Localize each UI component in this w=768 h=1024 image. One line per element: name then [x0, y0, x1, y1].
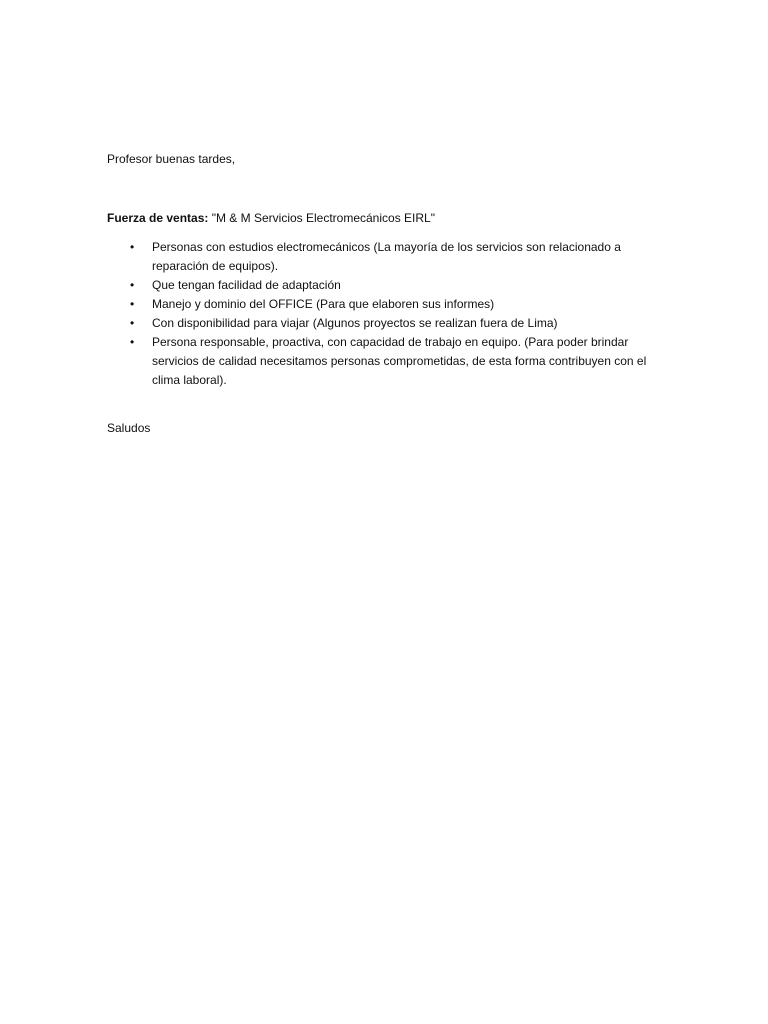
heading-label: Fuerza de ventas: [107, 211, 209, 225]
list-item-text: Que tengan facilidad de adaptación [152, 278, 341, 292]
list-item-text: Persona responsable, proactiva, con capacidad de trabajo en equipo. (Para poder brindar servicios de calidad necesitamos personas comprometidas, de esta forma contribuyen con el clima laboral). [152, 335, 647, 387]
sales-force-heading [107, 209, 667, 228]
list-item [107, 276, 667, 295]
heading-company: "M & M Servicios Electromecánicos EIRL" [211, 211, 435, 225]
list-item [107, 314, 667, 333]
closing-text: Saludos [107, 421, 151, 435]
bullet-icon: • [130, 316, 135, 330]
list-item [107, 333, 667, 390]
greeting-text: Profesor buenas tardes, [107, 152, 236, 166]
list-item-text: Manejo y dominio del OFFICE (Para que elaboren sus informes) [152, 297, 495, 311]
bullet-icon: • [130, 240, 135, 254]
bullet-icon: • [130, 297, 135, 311]
list-item [107, 238, 667, 276]
bullet-icon: • [130, 335, 135, 349]
document-body [107, 150, 667, 438]
list-item-text: Con disponibilidad para viajar (Algunos proyectos se realizan fuera de Lima) [152, 316, 558, 330]
requirements-list [107, 238, 667, 390]
list-item-text: Personas con estudios electromecánicos (La mayoría de los servicios son relacionado a reparación de equipos). [152, 240, 621, 273]
list-item [107, 295, 667, 314]
bullet-icon: • [130, 278, 135, 292]
